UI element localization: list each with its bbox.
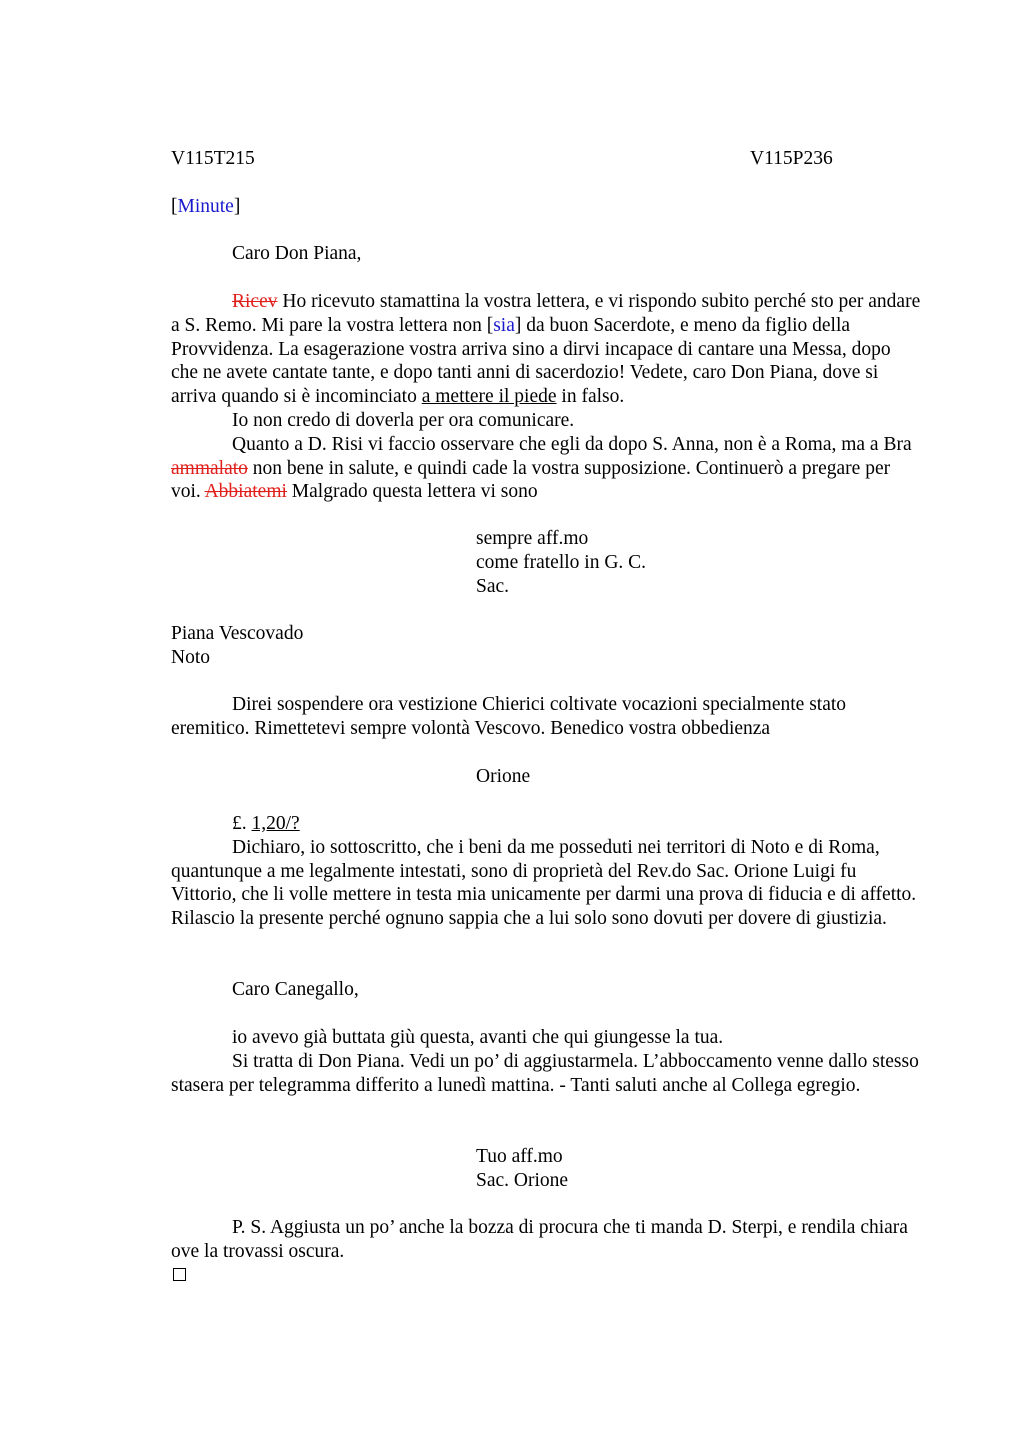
editorial-insert: sia	[493, 314, 515, 336]
right-reference-code: V115P236	[750, 148, 833, 169]
letter1-salutation: Caro Don Piana,	[232, 243, 362, 264]
struck-word: ammalato	[171, 457, 248, 479]
letter1-paragraph-3: Quanto a D. Risi vi faccio osservare che egli da dopo S. Anna, non è a Roma, ma a Bra ammalato non bene in salute, e quindi cade la vostra supposizione. Continuerò a pregare per voi. Abbiatemi Malgrado questa lettera vi sono	[171, 433, 912, 503]
struck-word: Ricev	[232, 291, 278, 312]
left-reference-code: V115T215	[171, 148, 255, 169]
declaration	[171, 812, 921, 931]
telegram-signature: Orione	[476, 766, 531, 787]
telegram-body: Direi sospendere ora vestizione Chierici coltivate vocazioni specialmente stato eremitico. Rimettetevi sempre volontà Vescovo. Benedico vostra obbedienza	[171, 694, 847, 739]
letter2-body	[171, 1026, 921, 1097]
checkbox-icon	[173, 1268, 186, 1281]
declaration-body: Dichiaro, io sottoscritto, che i beni da me posseduti nei territori di Noto e di Roma, quantunque a me legalmente intestati, sono di proprietà del Rev.do Sac. Orione Luigi fu Vittorio, che li volle mettere in testa mia unicamente per darmi una prova di fiducia e di affetto. Rilascio la presente perché ognuno sappia che a lui solo sono dovuti per dovere di giustizia.	[171, 836, 917, 930]
postscript: P. S. Aggiusta un po’ anche la bozza di procura che ti manda D. Sterpi, e rendila chiara ove la trovassi oscura.	[171, 1217, 908, 1262]
minute-word: Minute	[177, 196, 234, 217]
underlined-phrase: a mettere il piede	[421, 386, 557, 408]
letter1-closing: sempre aff.mo come fratello in G. C. Sac.	[476, 528, 647, 597]
struck-word: Abbiatemi	[204, 481, 287, 503]
letter2-paragraph-1: io avevo già buttata giù questa, avanti che qui giungesse la tua.	[232, 1027, 724, 1048]
letter1-paragraph-2: Io non credo di doverla per ora comunicare.	[232, 409, 575, 431]
letter2-closing: Tuo aff.mo Sac. Orione	[476, 1146, 569, 1191]
letter1-paragraph-1: Ricev Ho ricevuto stamattina la vostra lettera, e vi rispondo subito perché sto per andare a S. Remo. Mi pare la vostra lettera non [sia] da buon Sacerdote, e meno da figlio della Provvidenza. La esagerazione vostra arriva sino a dirvi incapace di cantare una Messa, dopo che ne avete cantate tante, e dopo tanti anni di sacerdozio! Vedete, caro Don Piana, dove si arriva quando si è incominciato a mettere il piede in falso.	[171, 291, 921, 408]
declaration-amount: £. 1,20/?	[232, 813, 300, 834]
letter2-salutation: Caro Canegallo,	[232, 979, 359, 1000]
letter2-paragraph-2: Si tratta di Don Piana. Vedi un po’ di aggiustarmela. L’abboccamento venne dallo stesso stasera per telegramma differito a lunedì mattina. - Tanti saluti anche al Collega egregio.	[171, 1050, 919, 1096]
letter1-body	[171, 290, 921, 504]
minute-label: [Minute]	[171, 196, 241, 217]
telegram-address: Piana Vescovado Noto	[171, 623, 304, 668]
